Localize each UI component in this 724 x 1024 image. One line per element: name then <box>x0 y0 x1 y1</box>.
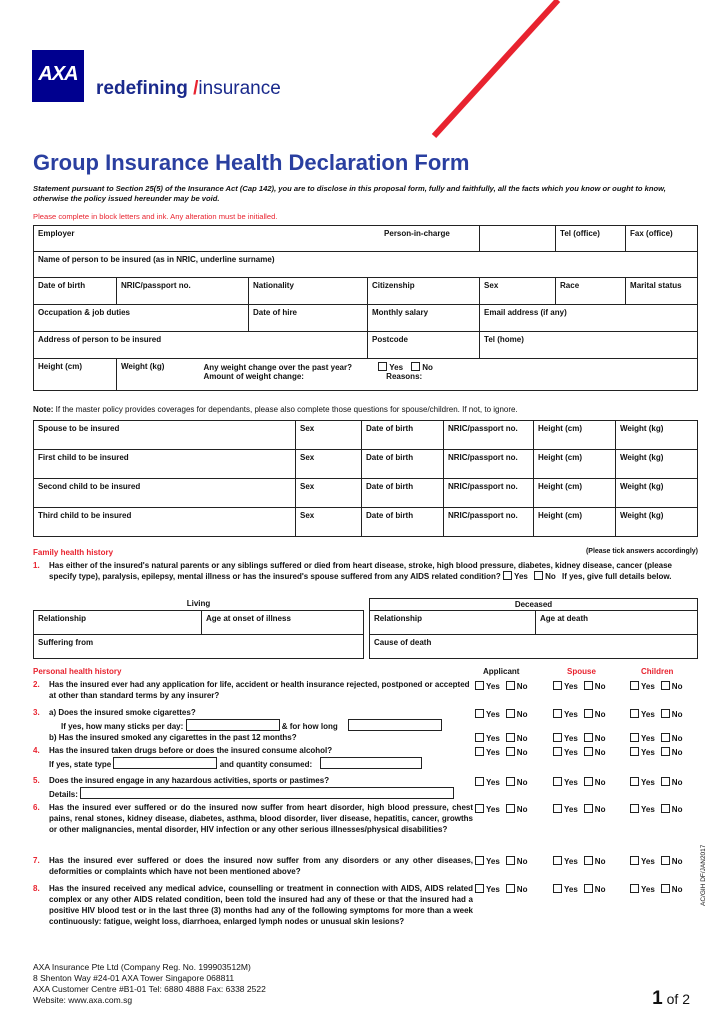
q4-applicant-no-checkbox[interactable] <box>506 747 515 756</box>
weight-yes-label: Yes <box>389 363 404 372</box>
q7-spouse-yes-checkbox[interactable] <box>553 856 562 865</box>
q5-children-answer <box>630 777 682 787</box>
yes-label: Yes <box>641 748 655 757</box>
yes-label: Yes <box>486 778 500 787</box>
q6-spouse-yes-checkbox[interactable] <box>553 804 562 813</box>
tagline-rest: insurance <box>198 78 281 99</box>
q5-spouse-yes-checkbox[interactable] <box>553 777 562 786</box>
footer-address: 8 Shenton Way #24-01 AXA Tower Singapore 068811 <box>33 973 235 983</box>
no-label: No <box>516 778 528 787</box>
axa-logo-text: AXA <box>38 63 78 85</box>
q7-children-yes-checkbox[interactable] <box>630 856 639 865</box>
q6-applicant-answer <box>475 804 527 814</box>
living-header: Living <box>34 598 364 610</box>
q8-children-yes-checkbox[interactable] <box>630 884 639 893</box>
no-label: No <box>516 885 528 894</box>
q8-spouse-no-checkbox[interactable] <box>584 884 593 893</box>
weight-cell[interactable]: Weight (kg) <box>616 450 698 479</box>
weight-label: Weight (kg) <box>121 362 165 371</box>
q4-type-label: If yes, state type <box>49 760 112 769</box>
no-label: No <box>516 682 528 691</box>
citizenship-field[interactable]: Citizenship <box>368 278 480 305</box>
sticks-per-day-input[interactable] <box>186 719 280 731</box>
dob-cell[interactable]: Date of birth <box>362 508 444 537</box>
form-code: AC/GIH DF/JAN2017 <box>700 844 707 906</box>
q6-number: 6. <box>33 803 40 812</box>
no-label: No <box>516 710 528 719</box>
person-in-charge-field[interactable] <box>384 226 556 252</box>
q6-spouse-answer <box>553 804 605 814</box>
weight-cell[interactable]: Weight (kg) <box>616 421 698 450</box>
q1-no-option[interactable] <box>534 572 556 581</box>
q3b-spouse-yes-checkbox[interactable] <box>553 733 562 742</box>
question-2 <box>33 679 473 701</box>
question-4 <box>33 745 473 770</box>
dependants-table <box>33 420 698 537</box>
q7-applicant-no-checkbox[interactable] <box>506 856 515 865</box>
nationality-field[interactable]: Nationality <box>249 278 368 305</box>
page-number: 1 <box>652 988 663 1009</box>
details-input[interactable] <box>80 787 454 799</box>
q5-number: 5. <box>33 776 40 785</box>
q8-number: 8. <box>33 884 40 893</box>
no-label: No <box>594 885 606 894</box>
no-label: No <box>671 885 683 894</box>
question-8 <box>33 883 473 927</box>
statement: Statement pursuant to Section 25(5) of the Insurance Act (Cap 142), you are to disclose in this proposal form, fully and faithfully, all the facts which you know or ought to know, otherwise the policy issued hereunder may be void. <box>33 184 666 203</box>
q3a-children-no-checkbox[interactable] <box>661 709 670 718</box>
q7-children-no-checkbox[interactable] <box>661 856 670 865</box>
q2-text: Has the insured ever had any application for life, accident or health insurance rejected, postponed or accepted at other than standard terms by any insurer? <box>49 680 470 700</box>
weight-change-cell <box>203 359 698 391</box>
height-field[interactable]: Height (cm) <box>34 359 117 391</box>
how-long-input[interactable] <box>348 719 442 731</box>
q8-children-no-checkbox[interactable] <box>661 884 670 893</box>
red-slash-graphic <box>430 0 570 140</box>
yes-label: Yes <box>641 682 655 691</box>
quantity-input[interactable] <box>320 757 422 769</box>
q4-applicant-answer <box>475 747 527 757</box>
q1-yes-label: Yes <box>514 572 528 581</box>
q4-number: 4. <box>33 746 40 755</box>
q7-applicant-answer <box>475 856 527 866</box>
person-in-charge-label: Person-in-charge <box>384 229 450 238</box>
no-label: No <box>516 748 528 757</box>
q3b-children-no-checkbox[interactable] <box>661 733 670 742</box>
deceased-table <box>369 598 698 659</box>
footer <box>33 962 266 1006</box>
yes-label: Yes <box>486 710 500 719</box>
no-label: No <box>671 857 683 866</box>
question-5 <box>33 775 473 800</box>
q2-children-yes-checkbox[interactable] <box>630 681 639 690</box>
yes-label: Yes <box>641 885 655 894</box>
q5-children-yes-checkbox[interactable] <box>630 777 639 786</box>
sex-cell[interactable]: Sex <box>296 450 362 479</box>
salary-field[interactable]: Monthly salary <box>368 305 480 332</box>
employer-field[interactable]: Employer <box>34 226 480 252</box>
tagline-slash: / <box>193 78 199 99</box>
q3a-applicant-no-checkbox[interactable] <box>506 709 515 718</box>
deceased-relationship[interactable]: Relationship <box>370 611 536 635</box>
no-label: No <box>516 857 528 866</box>
q4-text: Has the insured taken drugs before or does the insured consume alcohol? <box>49 746 333 755</box>
weight-cell[interactable]: Weight (kg) <box>616 508 698 537</box>
q3b-spouse-no-checkbox[interactable] <box>584 733 593 742</box>
q4-children-yes-checkbox[interactable] <box>630 747 639 756</box>
q3b-children-answer <box>630 733 682 743</box>
q2-applicant-answer <box>475 681 527 691</box>
yes-label: Yes <box>564 857 578 866</box>
q6-spouse-no-checkbox[interactable] <box>584 804 593 813</box>
q8-applicant-yes-checkbox[interactable] <box>475 884 484 893</box>
q3b-spouse-answer <box>553 733 605 743</box>
q5-applicant-answer <box>475 777 527 787</box>
height-cell[interactable]: Height (cm) <box>534 508 616 537</box>
note-text: If the master policy provides coverages for dependants, please also complete those questions for spouse/children. If not, to ignore. <box>53 405 518 414</box>
email-field[interactable]: Email address (if any) <box>480 305 698 332</box>
q7-number: 7. <box>33 856 40 865</box>
yes-label: Yes <box>641 805 655 814</box>
weight-no-checkbox[interactable] <box>411 362 420 371</box>
postcode-field[interactable]: Postcode <box>368 332 480 359</box>
fax-office-field[interactable]: Fax (office) <box>626 226 698 252</box>
living-suffering[interactable]: Suffering from <box>34 634 364 658</box>
question-3 <box>33 707 473 743</box>
q6-applicant-no-checkbox[interactable] <box>506 804 515 813</box>
no-label: No <box>594 857 606 866</box>
weight-yes-checkbox[interactable] <box>378 362 387 371</box>
family-q1 <box>33 561 697 582</box>
q3a-children-answer <box>630 709 682 719</box>
q7-applicant-yes-checkbox[interactable] <box>475 856 484 865</box>
no-label: No <box>671 778 683 787</box>
q1-tail: If yes, give full details below. <box>561 572 672 581</box>
yes-label: Yes <box>564 682 578 691</box>
q3a-applicant-answer <box>475 709 527 719</box>
yes-label: Yes <box>564 748 578 757</box>
yes-label: Yes <box>564 805 578 814</box>
nric-cell[interactable]: NRIC/passport no. <box>444 508 534 537</box>
nric-cell[interactable]: NRIC/passport no. <box>444 421 534 450</box>
q3a-spouse-yes-checkbox[interactable] <box>553 709 562 718</box>
name-field[interactable]: Name of person to be insured (as in NRIC, underline surname) <box>34 252 698 278</box>
col-children: Children <box>641 667 674 676</box>
q3b-applicant-answer <box>475 733 527 743</box>
no-label: No <box>671 805 683 814</box>
footer-company: AXA Insurance Pte Ltd (Company Reg. No. 199903512M) <box>33 962 251 972</box>
q5-applicant-yes-checkbox[interactable] <box>475 777 484 786</box>
deceased-header: Deceased <box>370 599 698 611</box>
q5-applicant-no-checkbox[interactable] <box>506 777 515 786</box>
yes-label: Yes <box>641 857 655 866</box>
tagline <box>96 78 281 100</box>
no-label: No <box>594 778 606 787</box>
question-7 <box>33 855 473 877</box>
q8-spouse-answer <box>553 884 605 894</box>
q3b-text: b) Has the insured smoked any cigarettes in the past 12 months? <box>49 733 297 742</box>
tagline-bold: redefining <box>96 78 188 99</box>
yes-label: Yes <box>486 734 500 743</box>
address-field[interactable]: Address of person to be insured <box>34 332 368 359</box>
no-label: No <box>594 748 606 757</box>
no-label: No <box>594 805 606 814</box>
yes-label: Yes <box>564 734 578 743</box>
first-child-row-label[interactable]: First child to be insured <box>34 450 296 479</box>
q3a-spouse-no-checkbox[interactable] <box>584 709 593 718</box>
living-table <box>33 598 364 659</box>
dob-cell[interactable]: Date of birth <box>362 450 444 479</box>
dob-field[interactable]: Date of birth <box>34 278 117 305</box>
q4-spouse-yes-checkbox[interactable] <box>553 747 562 756</box>
tick-note: (Please tick answers accordingly) <box>585 548 698 555</box>
no-label: No <box>516 734 528 743</box>
note-bold: Note: <box>33 405 54 414</box>
yes-label: Yes <box>641 710 655 719</box>
q6-children-answer <box>630 804 682 814</box>
dob-cell[interactable]: Date of birth <box>362 479 444 508</box>
no-label: No <box>594 734 606 743</box>
second-child-row-label[interactable]: Second child to be insured <box>34 479 296 508</box>
q5-spouse-answer <box>553 777 605 787</box>
q5-spouse-no-checkbox[interactable] <box>584 777 593 786</box>
q2-spouse-answer <box>553 681 605 691</box>
reasons-label: Reasons: <box>386 372 423 381</box>
sex-cell[interactable]: Sex <box>296 508 362 537</box>
q4-applicant-yes-checkbox[interactable] <box>475 747 484 756</box>
height-cell[interactable]: Height (cm) <box>534 450 616 479</box>
personal-history-heading: Personal health history <box>33 667 122 676</box>
marital-field[interactable]: Marital status <box>626 278 698 305</box>
q3b-applicant-yes-checkbox[interactable] <box>475 733 484 742</box>
deceased-cause[interactable]: Cause of death <box>370 635 698 659</box>
yes-label: Yes <box>486 885 500 894</box>
col-spouse: Spouse <box>567 667 596 676</box>
q2-applicant-yes-checkbox[interactable] <box>475 681 484 690</box>
personal-details-table <box>33 225 698 391</box>
q3a-applicant-yes-checkbox[interactable] <box>475 709 484 718</box>
no-label: No <box>594 710 606 719</box>
nric-field[interactable]: NRIC/passport no. <box>117 278 249 305</box>
spouse-row-label[interactable]: Spouse to be insured <box>34 421 296 450</box>
yes-label: Yes <box>486 805 500 814</box>
q2-spouse-yes-checkbox[interactable] <box>553 681 562 690</box>
q8-spouse-yes-checkbox[interactable] <box>553 884 562 893</box>
q3a-long-label: & for how long <box>281 722 338 731</box>
q4-qty-label: and quantity consumed: <box>219 760 313 769</box>
nric-cell[interactable]: NRIC/passport no. <box>444 450 534 479</box>
page-of: of 2 <box>662 991 690 1007</box>
living-age-onset[interactable]: Age at onset of illness <box>202 610 364 634</box>
q4-children-answer <box>630 747 682 757</box>
instruction: Please complete in block letters and ink. Any alteration must be initialled. <box>33 212 278 221</box>
q5-text: Does the insured engage in any hazardous activities, sports or pastimes? <box>49 776 330 785</box>
dob-cell[interactable]: Date of birth <box>362 421 444 450</box>
q4-children-no-checkbox[interactable] <box>661 747 670 756</box>
family-history-heading: Family health history <box>33 548 114 557</box>
q1-yes-option[interactable] <box>503 572 528 581</box>
weight-amount-label: Amount of weight change: <box>203 372 304 381</box>
weight-no-option[interactable] <box>411 363 433 372</box>
q2-children-no-checkbox[interactable] <box>661 681 670 690</box>
q1-yes-checkbox[interactable] <box>503 571 512 580</box>
q2-number: 2. <box>33 680 40 689</box>
yes-label: Yes <box>641 734 655 743</box>
q3a-spouse-answer <box>553 709 605 719</box>
height-cell[interactable]: Height (cm) <box>534 421 616 450</box>
q7-spouse-no-checkbox[interactable] <box>584 856 593 865</box>
q1-no-label: No <box>545 572 556 581</box>
q2-children-answer <box>630 681 682 691</box>
q7-text: Has the insured ever suffered or does the insured now suffer from any disorders or any other diseases, deformities or complaints which have not been mentioned above? <box>49 856 473 876</box>
q4-spouse-answer <box>553 747 605 757</box>
yes-label: Yes <box>486 682 500 691</box>
page-indicator <box>652 988 690 1010</box>
q5-details-label: Details: <box>49 790 78 799</box>
height-cell[interactable]: Height (cm) <box>534 479 616 508</box>
weight-yes-option[interactable] <box>378 363 403 372</box>
q6-applicant-yes-checkbox[interactable] <box>475 804 484 813</box>
form-title: Group Insurance Health Declaration Form <box>33 150 470 175</box>
axa-logo <box>32 50 84 102</box>
yes-label: Yes <box>564 778 578 787</box>
deceased-age-death[interactable]: Age at death <box>536 611 698 635</box>
col-applicant: Applicant <box>483 667 520 676</box>
race-field[interactable]: Race <box>556 278 626 305</box>
q5-children-no-checkbox[interactable] <box>661 777 670 786</box>
q6-children-yes-checkbox[interactable] <box>630 804 639 813</box>
yes-label: Yes <box>486 857 500 866</box>
yes-label: Yes <box>486 748 500 757</box>
sex-cell[interactable]: Sex <box>296 479 362 508</box>
tel-home-field[interactable]: Tel (home) <box>480 332 698 359</box>
q6-children-no-checkbox[interactable] <box>661 804 670 813</box>
footer-website: Website: www.axa.com.sg <box>33 995 133 1005</box>
date-hire-field[interactable]: Date of hire <box>249 305 368 332</box>
no-label: No <box>516 805 528 814</box>
no-label: No <box>671 682 683 691</box>
question-6 <box>33 802 473 835</box>
yes-label: Yes <box>564 710 578 719</box>
q1-text: Has either of the insured's natural parents or any siblings suffered or died from heart disease, stroke, high blood pressure, diabetes, kidney disease, cancer (please specify type), paralysis, epilepsy, mental illness or has the insured's spouse suffered from any AIDS related condition? <box>49 561 672 581</box>
third-child-row-label[interactable]: Third child to be insured <box>34 508 296 537</box>
weight-change-question: Any weight change over the past year? <box>203 363 352 372</box>
dependants-note <box>33 405 518 415</box>
q8-text: Has the insured received any medical advice, counselling or treatment in connection with AIDS, AIDS related complex or any other AIDS related condition, been told the insured had any of these or that the insured had a positive HIV blood test or in the last three (3) months had any of the following symptoms for more than a week continuously: fatigue, weight loss, diarrhoea, enlarged lymph nodes or unusual skin lesions? <box>49 884 473 926</box>
q2-spouse-no-checkbox[interactable] <box>584 681 593 690</box>
nric-cell[interactable]: NRIC/passport no. <box>444 479 534 508</box>
q6-text: Has the insured ever suffered or do the insured now suffer from heart disorder, high blood pressure, chest pains, renal stones, kidney disease, diabetes, asthma, blood disorder, liver disease, hepatitis, cancer, growths or other malignancies, mental disorder, HIV infection or any other serious illnesses/physical disabilities? <box>49 803 473 834</box>
q8-children-answer <box>630 884 682 894</box>
q3a-sticks-label: If yes, how many sticks per day: <box>61 722 184 731</box>
footer-customer-centre: AXA Customer Centre #B1-01 Tel: 6880 4888 Fax: 6338 2522 <box>33 984 266 994</box>
tel-office-field[interactable]: Tel (office) <box>556 226 626 252</box>
q7-spouse-answer <box>553 856 605 866</box>
q3-number: 3. <box>33 708 40 717</box>
drug-type-input[interactable] <box>113 757 217 769</box>
weight-no-label: No <box>422 363 433 372</box>
no-label: No <box>671 748 683 757</box>
weight-cell[interactable]: Weight (kg) <box>616 479 698 508</box>
q8-applicant-no-checkbox[interactable] <box>506 884 515 893</box>
q4-spouse-no-checkbox[interactable] <box>584 747 593 756</box>
yes-label: Yes <box>564 885 578 894</box>
yes-label: Yes <box>641 778 655 787</box>
q8-applicant-answer <box>475 884 527 894</box>
q3b-applicant-no-checkbox[interactable] <box>506 733 515 742</box>
q3a-children-yes-checkbox[interactable] <box>630 709 639 718</box>
living-relationship[interactable]: Relationship <box>34 610 202 634</box>
q3a-text: a) Does the insured smoke cigarettes? <box>49 708 196 717</box>
q1-no-checkbox[interactable] <box>534 571 543 580</box>
q7-children-answer <box>630 856 682 866</box>
no-label: No <box>671 710 683 719</box>
occupation-field[interactable]: Occupation & job duties <box>34 305 249 332</box>
q1-number: 1. <box>33 561 40 570</box>
q2-applicant-no-checkbox[interactable] <box>506 681 515 690</box>
sex-cell[interactable]: Sex <box>296 421 362 450</box>
no-label: No <box>594 682 606 691</box>
no-label: No <box>671 734 683 743</box>
q3b-children-yes-checkbox[interactable] <box>630 733 639 742</box>
sex-field[interactable]: Sex <box>480 278 556 305</box>
